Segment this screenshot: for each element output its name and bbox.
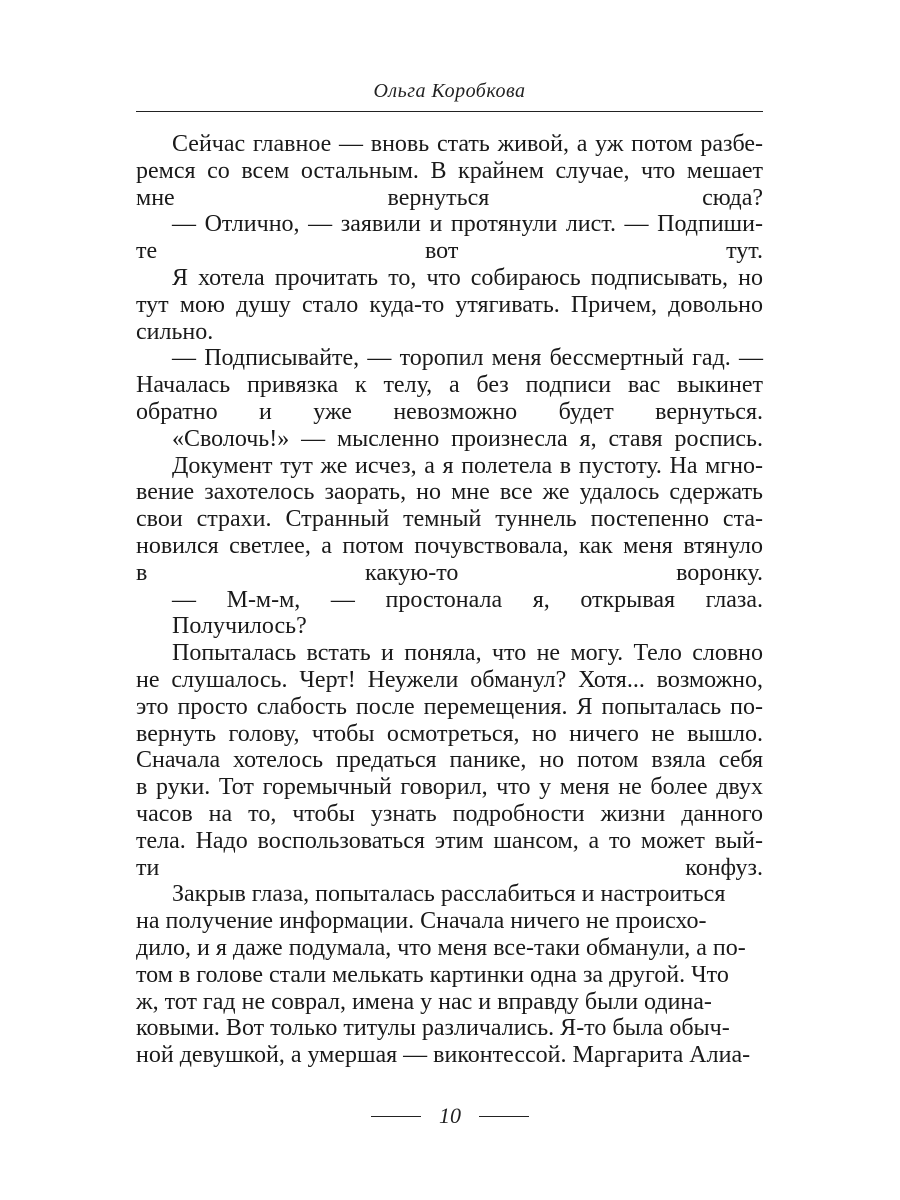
paragraph: Документ тут же исчез, а я полетела в пустоту. На мгно- вение захотелось заорать, но мне все же удалось сдержать свои страхи. Странный темный туннель постепенно ста- новился светлее, а потом почувствовала, как меня втянуло в какую-то воронку. xyxy=(136,452,763,586)
page-footer xyxy=(0,1103,900,1129)
paragraph: Я хотела прочитать то, что собираюсь подписывать, но тут мою душу стало куда-то утягивать. Причем, довольно сильно. xyxy=(136,264,763,345)
paragraph: — М-м-м, — простонала я, открывая глаза. xyxy=(172,586,763,613)
paragraph: Попыталась встать и поняла, что не могу. Тело словно не слушалось. Черт! Неужели обманул? Хотя... возможно, это просто слабость после перемещения. Я попыталась по- вернуть голову, чтобы осмотреться, но ничего не вышло. Сначала хотелось предаться панике, но потом взяла себя в руки. Тот горемычный говорил, что у меня не более двух часов на то, чтобы узнать подробности жизни данного тела. Надо воспользоваться этим шансом, а то может вый- ти конфуз. xyxy=(136,640,763,881)
body-text xyxy=(136,131,763,1069)
folio-rule-left xyxy=(371,1116,421,1117)
paragraph: — Отлично, — заявили и протянули лист. — Подпиши- те вот тут. xyxy=(136,211,763,265)
paragraph: Сейчас главное — вновь стать живой, а уж потом разбе- ремся со всем остальным. В крайнем случае, что мешает мне вернуться сюда? xyxy=(136,131,763,211)
header-rule xyxy=(136,111,763,112)
paragraph: — Подписывайте, — торопил меня бессмертный гад. — Началась привязка к телу, а без подписи вас выкинет обратно и уже невозможно будет вернуться. xyxy=(136,345,763,425)
paragraph: Получилось? xyxy=(172,613,307,640)
running-header-author: Ольга Коробкова xyxy=(373,80,526,102)
folio-rule-right xyxy=(479,1116,529,1117)
page-number: 10 xyxy=(439,1103,461,1128)
paragraph: «Сволочь!» — мысленно произнесла я, ставя роспись. xyxy=(172,425,763,452)
paragraph: Закрыв глаза, попыталась расслабиться и настроиться на получение информации. Сначала ничего не происхо- дило, и я даже подумала, что меня все-таки обманули, а по- том в голове стали мелькать картинки одна за другой. Что ж, тот гад не соврал, имена у нас и вправду были одина- ковыми. Вот только титулы различались. Я-то была обыч- ной девушкой, а умершая — виконтессой. Маргарита Алиа- xyxy=(136,881,751,1069)
